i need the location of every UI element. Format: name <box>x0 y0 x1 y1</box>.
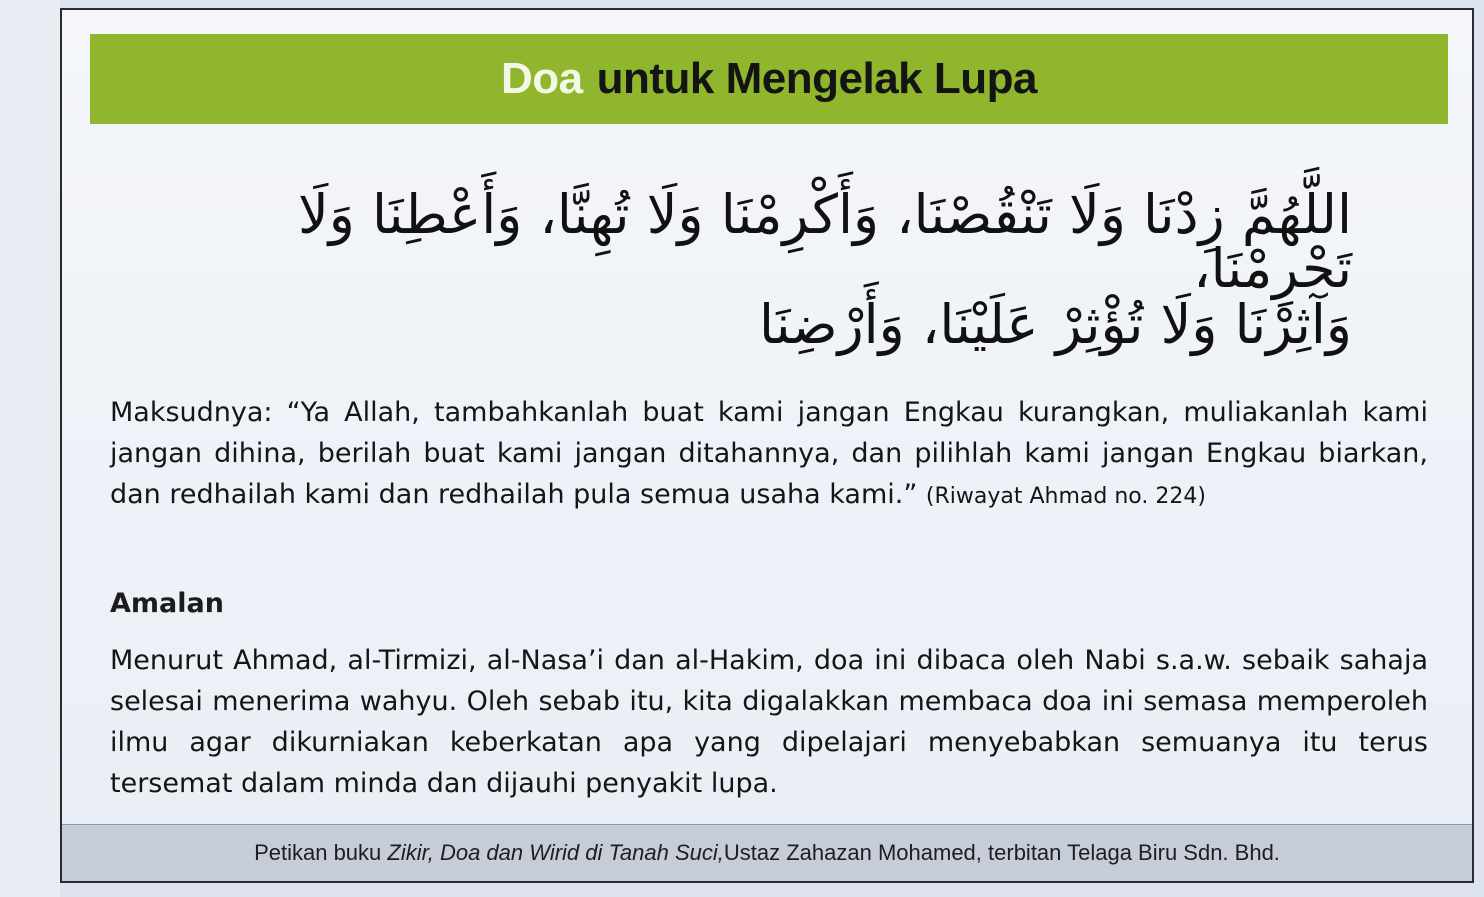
narration-reference: (Riwayat Ahmad no. 224) <box>925 484 1206 509</box>
source-credit-bar <box>62 824 1472 881</box>
amalan-paragraph: Menurut Ahmad, al-Tirmizi, al-Nasa’i dan al-Hakim, doa ini dibaca oleh Nabi s.a.w. sebaik sahaja selesai menerima wahyu. Oleh sebab itu, kita digalakkan membaca doa ini semasa memperoleh ilmu agar dikurniakan keberkatan apa yang dipelajari menyebabkan semuanya itu terus tersemat dalam minda dan dijauhi penyakit lupa. <box>110 645 1428 799</box>
source-suffix: Ustaz Zahazan Mohamed, terbitan Telaga Biru Sdn. Bhd. <box>723 840 1280 865</box>
doa-article-box <box>60 8 1474 883</box>
adjacent-page-margin <box>0 0 60 897</box>
arabic-prayer-line-1: اللَّهُمَّ زِدْنَا وَلَا تَنْقُصْنَا، وَأَكْرِمْنَا وَلَا تُهِنَّا، وَأَعْطِنَا وَلَا تَحْرِمْنَا، <box>297 183 1352 300</box>
title-highlight: Doa <box>501 54 583 103</box>
source-book-title: Zikir, Doa dan Wirid di Tanah Suci, <box>387 840 724 865</box>
arabic-prayer-line-2: وَآثِرْنَا وَلَا تُؤْثِرْ عَلَيْنَا، وَأَرْضِنَا <box>759 293 1352 356</box>
amalan-heading: Amalan <box>110 588 224 619</box>
translation-text: Maksudnya: “Ya Allah, tambahkanlah buat kami jangan Engkau kurangkan, muliakanlah kami jangan dihina, berilah buat kami jangan ditahannya, dan pilihlah kami jangan Engkau biarkan, dan redhailah kami dan redhailah pula semua usaha kami.” <box>110 397 1428 510</box>
prayer-translation <box>110 392 1428 517</box>
title-banner <box>90 34 1448 124</box>
source-prefix: Petikan buku <box>254 840 382 865</box>
title-text: untuk Mengelak Lupa <box>596 54 1037 103</box>
